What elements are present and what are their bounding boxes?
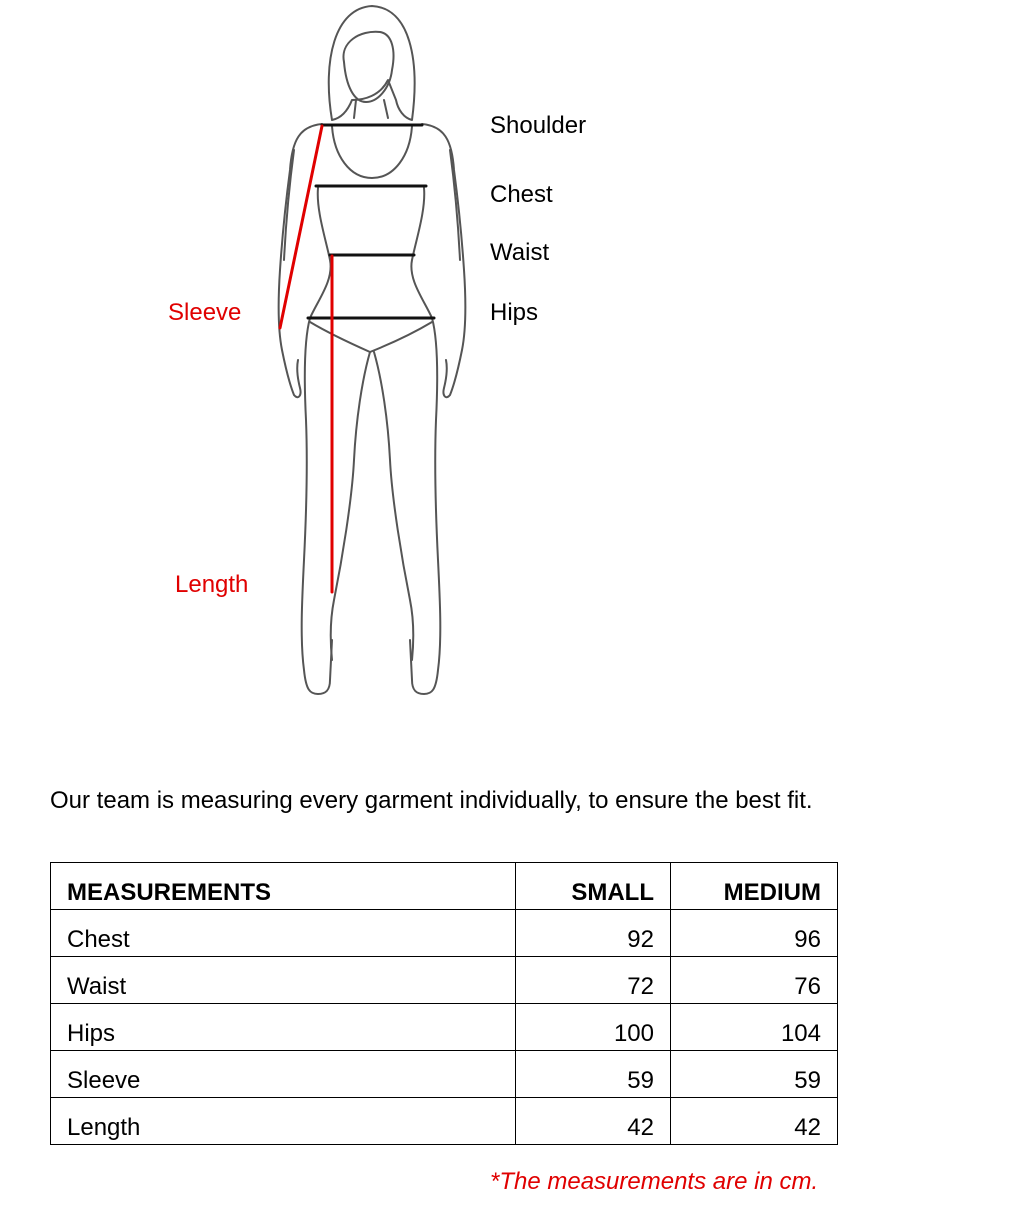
label-chest: Chest <box>490 181 553 208</box>
size-table <box>50 862 838 1145</box>
header-measurements: MEASUREMENTS <box>51 863 516 910</box>
table-row <box>51 1004 838 1051</box>
header-small: SMALL <box>516 863 671 910</box>
label-shoulder: Shoulder <box>490 112 587 139</box>
face-outline <box>343 32 393 102</box>
small-value: 59 <box>516 1051 671 1098</box>
table-row <box>51 910 838 957</box>
medium-value: 59 <box>671 1051 838 1098</box>
small-value: 100 <box>516 1004 671 1051</box>
table-row <box>51 1098 838 1145</box>
hair-outline <box>329 6 415 120</box>
table-row <box>51 1051 838 1098</box>
torso-left <box>279 124 322 397</box>
row-label: Length <box>51 1098 516 1145</box>
header-medium: MEDIUM <box>671 863 838 910</box>
small-value: 42 <box>516 1098 671 1145</box>
label-length: Length <box>175 571 249 598</box>
label-waist: Waist <box>490 239 550 266</box>
small-value: 72 <box>516 957 671 1004</box>
medium-value: 96 <box>671 910 838 957</box>
table-row <box>51 957 838 1004</box>
row-label: Hips <box>51 1004 516 1051</box>
units-note: *The measurements are in cm. <box>490 1168 819 1195</box>
table-header-row <box>51 863 838 910</box>
medium-value: 42 <box>671 1098 838 1145</box>
torso-right <box>422 124 465 397</box>
row-label: Sleeve <box>51 1051 516 1098</box>
row-label: Waist <box>51 957 516 1004</box>
intro-text: Our team is measuring every garment individually, to ensure the best fit. <box>50 787 813 814</box>
label-hips: Hips <box>490 299 539 326</box>
small-value: 92 <box>516 910 671 957</box>
label-sleeve: Sleeve <box>168 299 242 326</box>
medium-value: 104 <box>671 1004 838 1051</box>
medium-value: 76 <box>671 957 838 1004</box>
row-label: Chest <box>51 910 516 957</box>
